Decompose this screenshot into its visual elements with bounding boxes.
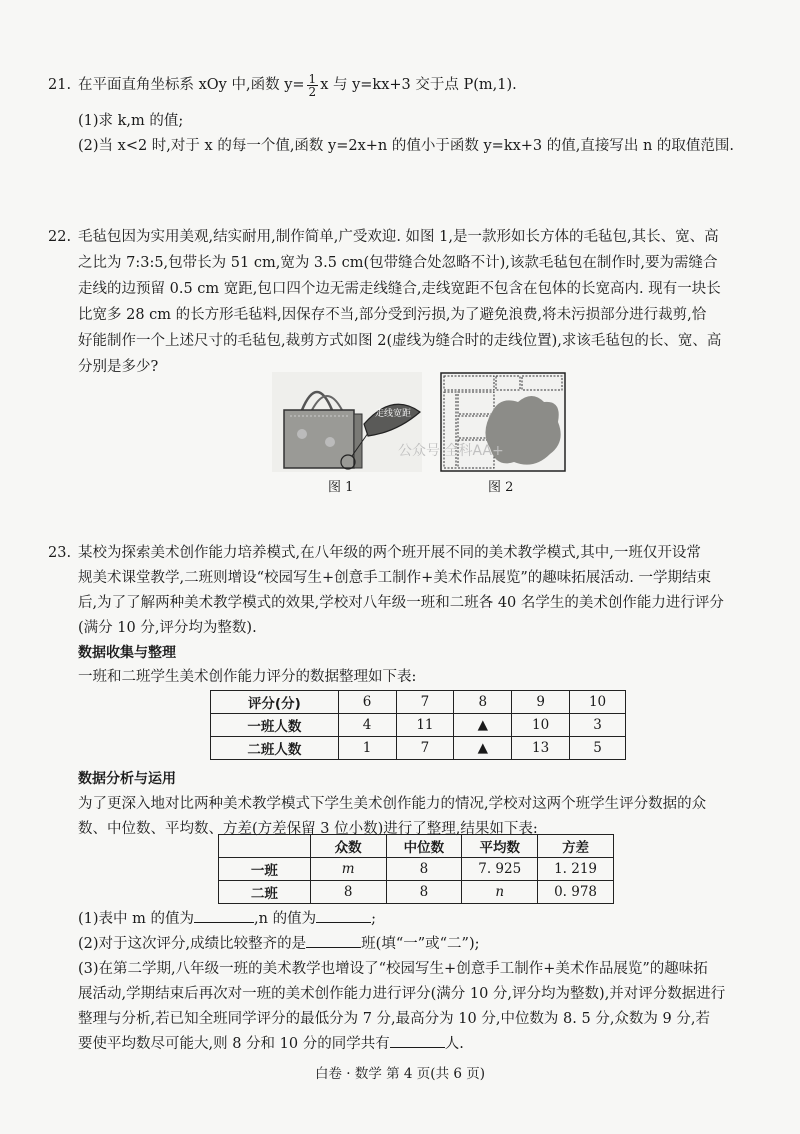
section-heading-data-analysis: 数据分析与运用 <box>78 771 176 787</box>
table-cell: 一班 <box>219 858 311 881</box>
q21-frac-num: 1 <box>308 71 317 86</box>
sub3-text-a: 要使平均数尽可能大,则 8 分和 10 分的同学共有 <box>78 1036 390 1052</box>
table-cell: 8 <box>386 881 462 904</box>
q23-intro-line: 某校为探索美术创作能力培养模式,在八年级的两个班开展不同的美术教学模式,其中,一班仅开设常 <box>78 545 701 561</box>
table-header-cell: 9 <box>512 691 570 714</box>
sub3-line: (3)在第二学期,八年级一班的美术教学也增设了“校园写生+创意手工制作+美术作品展览”的趣味拓 <box>78 961 708 977</box>
table-cell: 8 <box>310 881 386 904</box>
table-row <box>219 858 614 881</box>
q23-intro-line: 后,为了了解两种美术教学模式的效果,学校对八年级一班和二班各 40 名学生的美术创作能力进行评分 <box>78 595 724 611</box>
table-header-cell: 中位数 <box>386 835 462 858</box>
table-row <box>211 737 626 760</box>
table-header-cell: 方差 <box>538 835 614 858</box>
table-cell: 7. 925 <box>462 858 538 881</box>
q21-stem <box>78 70 770 100</box>
sub3-line: 整理与分析,若已知全班同学评分的最低分为 7 分,最高分为 10 分,中位数为 8. 5 分,众数为 9 分,若 <box>78 1011 710 1027</box>
analysis-line: 为了更深入地对比两种美术教学模式下学生美术创作能力的情况,学校对这两个班学生评分数据的众 <box>78 796 707 812</box>
statistics-table <box>218 834 614 904</box>
q21-frac-den: 2 <box>308 84 317 99</box>
q22-line: 之比为 7:3:5,包带长为 51 cm,宽为 3.5 cm(包带缝合处忽略不计),该款毛毡包在制作时,要为需缝合 <box>78 255 718 271</box>
q21-fraction <box>307 73 319 98</box>
table-cell: 8 <box>386 858 462 881</box>
table-cell: 二班 <box>219 881 311 904</box>
q21-part1: (1)求 k,m 的值; <box>78 113 184 129</box>
q22-line: 好能制作一个上述尺寸的毛毡包,裁剪方式如图 2(虚线为缝合时的走线位置),求该毛毡包的长、宽、高 <box>78 333 722 349</box>
table-header-cell <box>219 835 311 858</box>
sub3-last-line <box>78 1033 770 1055</box>
sub1-text-c: ; <box>371 911 376 927</box>
q21-number: 21. <box>48 77 72 93</box>
sub-question-1 <box>78 908 770 930</box>
table-header-cell: 评分(分) <box>211 691 339 714</box>
sub-question-2 <box>78 933 770 955</box>
figure-1-label: 走线宽距 <box>375 409 412 419</box>
watermark-text: 公众号 全科AA+ <box>398 443 504 459</box>
q23-intro-line: 规美术课堂教学,二班则增设“校园写生+创意手工制作+美术作品展览”的趣味拓展活动. 一学期结束 <box>78 570 711 586</box>
q23-intro-line: (满分 10 分,评分均为整数). <box>78 620 257 636</box>
table-cell: 11 <box>396 714 454 737</box>
table1-intro: 一班和二班学生美术创作能力评分的数据整理如下表: <box>78 669 417 685</box>
sub1-text-a: (1)表中 m 的值为 <box>78 911 195 927</box>
table-cell: 二班人数 <box>211 737 339 760</box>
q22-number: 22. <box>48 229 72 245</box>
table-cell: 3 <box>570 714 626 737</box>
table-cell: 1. 219 <box>538 858 614 881</box>
q22-line: 毛毡包因为实用美观,结实耐用,制作简单,广受欢迎. 如图 1,是一款形如长方体的毛毡包,其长、宽、高 <box>78 229 719 245</box>
table-row <box>211 714 626 737</box>
table-cell: 10 <box>512 714 570 737</box>
q22-line: 走线的边预留 0.5 cm 宽距,包口四个边无需走线缝合,走线宽距不包含在包体的长宽高内. 现有一块长 <box>78 281 721 297</box>
table-header-cell: 6 <box>338 691 396 714</box>
q23-number: 23. <box>48 545 72 561</box>
table-cell: 7 <box>396 737 454 760</box>
table-cell: ▲ <box>454 714 512 737</box>
table-cell: 0. 978 <box>538 881 614 904</box>
q21-stem-b: x 与 y=kx+3 交于点 P(m,1). <box>320 77 517 93</box>
table-cell: 4 <box>338 714 396 737</box>
table-header-cell: 平均数 <box>462 835 538 858</box>
figure-1-caption: 图 1 <box>328 480 354 495</box>
page-footer: 白卷 · 数学 第 4 页(共 6 页) <box>314 1066 486 1082</box>
table-row <box>219 881 614 904</box>
sub1-text-b: ,n 的值为 <box>254 911 317 927</box>
q22-line: 分别是多少? <box>78 359 159 375</box>
table-cell: 13 <box>512 737 570 760</box>
sub3-line: 展活动,学期结束后再次对一班的美术创作能力进行评分(满分 10 分,评分均为整数),并对评分数据进行 <box>78 986 726 1002</box>
section-heading-data-collection: 数据收集与整理 <box>78 645 176 661</box>
table-header-cell: 8 <box>454 691 512 714</box>
table-header-cell: 众数 <box>310 835 386 858</box>
answer-blank-count[interactable] <box>390 1047 445 1048</box>
table-cell: m <box>310 858 386 881</box>
table-row <box>211 691 626 714</box>
q21-part2: (2)当 x<2 时,对于 x 的每一个值,函数 y=2x+n 的值小于函数 y=kx+3 的值,直接写出 n 的取值范围. <box>78 138 735 154</box>
answer-blank-class[interactable] <box>306 947 361 948</box>
table-cell: 1 <box>338 737 396 760</box>
sub3-text-b: 人. <box>444 1036 464 1052</box>
table-cell: n <box>462 881 538 904</box>
table-cell: ▲ <box>454 737 512 760</box>
answer-blank-m[interactable] <box>194 922 254 923</box>
sub2-text-a: (2)对于这次评分,成绩比较整齐的是 <box>78 936 307 952</box>
sub2-text-b: 班(填“一”或“二”); <box>361 936 480 952</box>
table-row <box>219 835 614 858</box>
score-count-table <box>210 690 626 760</box>
table-cell: 5 <box>570 737 626 760</box>
table-cell: 一班人数 <box>211 714 339 737</box>
figure-2-caption: 图 2 <box>488 480 514 495</box>
answer-blank-n[interactable] <box>316 922 371 923</box>
analysis-line: 数、中位数、平均数、方差(方差保留 3 位小数)进行了整理,结果如下表: <box>78 821 538 837</box>
q21-stem-a: 在平面直角坐标系 xOy 中,函数 y= <box>78 77 305 93</box>
q22-line: 比宽多 28 cm 的长方形毛毡料,因保存不当,部分受到污损,为了避免浪费,将未污损部分进行裁剪,恰 <box>78 307 707 323</box>
table-header-cell: 7 <box>396 691 454 714</box>
table-header-cell: 10 <box>570 691 626 714</box>
